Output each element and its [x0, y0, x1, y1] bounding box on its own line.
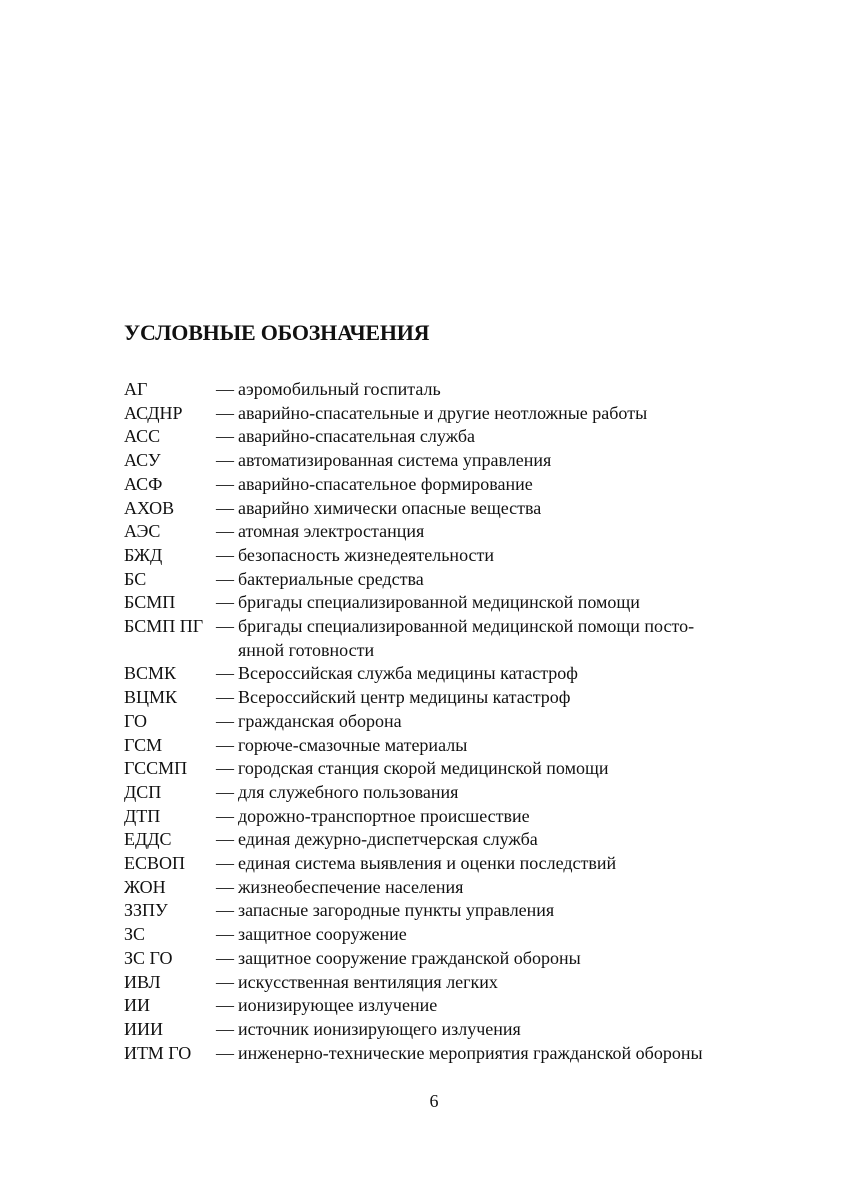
abbreviation-term: АЭС: [124, 521, 161, 542]
definition-text: Всероссийский центр медицины катастроф: [238, 687, 571, 708]
em-dash: —: [216, 900, 234, 921]
page-number: 6: [429, 1091, 439, 1111]
em-dash: —: [216, 473, 234, 494]
em-dash: —: [216, 758, 234, 779]
abbreviation-term: ЕДДС: [124, 829, 172, 850]
definition-text: автоматизированная система управления: [238, 450, 552, 471]
definition-text: ионизирующее излучение: [238, 995, 438, 1016]
em-dash: —: [216, 497, 234, 518]
em-dash: —: [216, 853, 234, 874]
em-dash: —: [216, 971, 234, 992]
em-dash: —: [216, 947, 234, 968]
abbreviation-row: [124, 876, 764, 900]
abbreviation-term: АСФ: [124, 473, 163, 494]
abbreviation-definition: [238, 923, 407, 947]
definition-text: безопасность жизнедеятельности: [238, 544, 494, 565]
definition-text: аварийно химически опасные вещества: [238, 497, 542, 518]
abbreviation-definition: [238, 662, 578, 686]
abbreviation-definition: [238, 994, 437, 1018]
abbreviation-definition: [238, 1042, 703, 1066]
abbreviation-row: [124, 449, 764, 473]
definition-text: запасные загородные пункты управления: [238, 900, 555, 921]
abbreviation-definition: [238, 876, 463, 900]
em-dash: —: [216, 1018, 234, 1039]
definition-text: дорожно-транспортное происшествие: [238, 805, 530, 826]
abbreviation-row: [124, 710, 764, 734]
abbreviation-definition: [238, 402, 647, 426]
em-dash: —: [216, 592, 234, 613]
abbreviation-row: [124, 686, 764, 710]
abbreviation-definition: [238, 828, 538, 852]
abbreviation-definition: [238, 757, 608, 781]
abbreviation-definition: [238, 710, 402, 734]
abbreviation-term: БС: [124, 568, 147, 589]
abbreviation-term: ВСМК: [124, 663, 177, 684]
abbreviation-term: ИИИ: [124, 1018, 163, 1039]
abbreviation-term: ЗС: [124, 924, 146, 945]
definition-text: гражданская оборона: [238, 710, 402, 731]
definition-continuation: янной готовности: [238, 639, 375, 660]
em-dash: —: [216, 995, 234, 1016]
em-dash: —: [216, 734, 234, 755]
abbreviation-row: [124, 568, 764, 592]
abbreviation-definition: [238, 378, 441, 402]
abbreviation-term: ИИ: [124, 995, 150, 1016]
abbreviation-term: ГСМ: [124, 734, 163, 755]
abbreviation-row: [124, 544, 764, 568]
em-dash: —: [216, 544, 234, 565]
definition-text: для служебного пользования: [238, 781, 459, 802]
abbreviation-term: ЗЗПУ: [124, 900, 168, 921]
abbreviation-definition: [238, 568, 424, 592]
abbreviation-row: [124, 852, 764, 876]
abbreviation-term: ИВЛ: [124, 971, 161, 992]
em-dash: —: [216, 521, 234, 542]
abbreviation-term: АХОВ: [124, 497, 175, 518]
abbreviation-definition: [238, 734, 467, 758]
definition-text: инженерно-технические мероприятия гражданской обороны: [238, 1042, 703, 1063]
definition-text: защитное сооружение гражданской обороны: [238, 947, 581, 968]
abbreviation-row: [124, 994, 764, 1018]
em-dash: —: [216, 426, 234, 447]
abbreviation-definition: [238, 971, 498, 995]
abbreviation-term: АСДНР: [124, 402, 183, 423]
definition-text: горюче-смазочные материалы: [238, 734, 468, 755]
em-dash: —: [216, 663, 234, 684]
abbreviation-row: [124, 591, 764, 615]
definition-text: аварийно-спасательные и другие неотложные работы: [238, 402, 648, 423]
em-dash: —: [216, 616, 234, 637]
em-dash: —: [216, 450, 234, 471]
em-dash: —: [216, 687, 234, 708]
definition-text: атомная электростанция: [238, 521, 425, 542]
abbreviation-definition: [238, 947, 581, 971]
em-dash: —: [216, 568, 234, 589]
definition-text: защитное сооружение: [238, 924, 407, 945]
abbreviation-row: [124, 520, 764, 544]
abbreviation-term: ЗС ГО: [124, 947, 173, 968]
abbreviation-term: БСМП: [124, 592, 176, 613]
abbreviation-term: БСМП ПГ: [124, 616, 204, 637]
abbreviation-definition: [238, 781, 458, 805]
abbreviation-row: [124, 497, 764, 521]
abbreviation-term: ЖОН: [124, 876, 166, 897]
abbreviation-term: АГ: [124, 379, 148, 399]
em-dash: —: [216, 781, 234, 802]
abbreviation-definition: [238, 449, 551, 473]
em-dash: —: [216, 1042, 234, 1063]
em-dash: —: [216, 805, 234, 826]
abbreviation-row: [124, 805, 764, 829]
abbreviation-row: [124, 923, 764, 947]
abbreviation-row: [124, 899, 764, 923]
abbreviation-term: АСС: [124, 426, 161, 447]
abbreviation-definition: [238, 425, 475, 449]
abbreviation-term: ВЦМК: [124, 687, 178, 708]
definition-text: единая система выявления и оценки последствий: [238, 853, 617, 874]
abbreviation-term: ЕСВОП: [124, 853, 186, 874]
page-title: УСЛОВНЫЕ ОБОЗНАЧЕНИЯ: [124, 320, 430, 345]
abbreviation-term: АСУ: [124, 450, 161, 471]
abbreviation-row: [124, 757, 764, 781]
definition-text: единая дежурно-диспетчерская служба: [238, 829, 538, 850]
abbreviation-term: ДСП: [124, 781, 162, 802]
abbreviation-term: БЖД: [124, 544, 163, 565]
abbreviation-row: [124, 425, 764, 449]
definition-text: аэромобильный госпиталь: [238, 379, 441, 399]
definition-text: бригады специализированной медицинской помощи посто-: [238, 616, 695, 637]
definition-text: искусственная вентиляция легких: [238, 971, 498, 992]
abbreviation-definition: [238, 805, 530, 829]
abbreviations-list: [124, 378, 764, 1065]
abbreviation-definition: [238, 615, 694, 662]
abbreviation-row: [124, 781, 764, 805]
abbreviation-term: ДТП: [124, 805, 161, 826]
abbreviation-definition: [238, 497, 541, 521]
abbreviation-definition: [238, 520, 424, 544]
abbreviation-definition: [238, 686, 570, 710]
abbreviation-definition: [238, 544, 494, 568]
definition-text: жизнеобеспечение населения: [238, 876, 464, 897]
em-dash: —: [216, 829, 234, 850]
abbreviation-row: [124, 1018, 764, 1042]
abbreviation-row: [124, 828, 764, 852]
abbreviation-definition: [238, 591, 640, 615]
abbreviation-row: [124, 402, 764, 426]
definition-text: городская станция скорой медицинской помощи: [238, 758, 609, 779]
em-dash: —: [216, 379, 234, 399]
abbreviation-row: [124, 734, 764, 758]
abbreviation-term: ИТМ ГО: [124, 1042, 192, 1063]
definition-text: аварийно-спасательная служба: [238, 426, 476, 447]
abbreviation-row: [124, 662, 764, 686]
abbreviation-row: [124, 1042, 764, 1066]
em-dash: —: [216, 710, 234, 731]
abbreviation-definition: [238, 899, 554, 923]
abbreviation-row: [124, 971, 764, 995]
abbreviation-row: [124, 615, 764, 662]
em-dash: —: [216, 876, 234, 897]
abbreviation-row: [124, 473, 764, 497]
abbreviation-definition: [238, 1018, 521, 1042]
definition-text: аварийно-спасательное формирование: [238, 473, 533, 494]
abbreviation-row: [124, 947, 764, 971]
em-dash: —: [216, 402, 234, 423]
em-dash: —: [216, 924, 234, 945]
abbreviation-definition: [238, 473, 533, 497]
definition-text: бактериальные средства: [238, 568, 424, 589]
abbreviation-definition: [238, 852, 616, 876]
definition-text: Всероссийская служба медицины катастроф: [238, 663, 578, 684]
abbreviation-term: ГССМП: [124, 758, 188, 779]
abbreviation-row: [124, 378, 764, 402]
definition-text: бригады специализированной медицинской помощи: [238, 592, 640, 613]
definition-text: источник ионизирующего излучения: [238, 1018, 521, 1039]
abbreviation-term: ГО: [124, 710, 147, 731]
